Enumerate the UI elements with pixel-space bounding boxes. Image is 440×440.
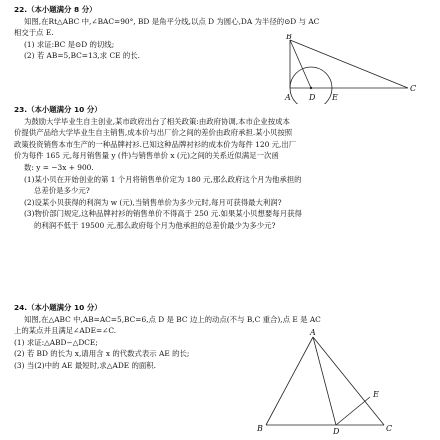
- question-24-stem-line: 知图,在△ABC 中,AB=AC=5,BC=6,点 D 是 BC 边上的动点(不与 B,C 重合),点 E 是 AC: [24, 314, 321, 324]
- figure24-label-d: D: [333, 427, 340, 436]
- question-24-title: 24.（本小题满分 10 分）: [14, 303, 102, 312]
- question-23-part-3: (3)物价部门规定,这种品牌衬衫的销售单价不得高于 250 元.如果某小贝想要每月获得: [24, 209, 302, 219]
- question-22-title: 22.（本小题满分 8 分）: [14, 5, 97, 14]
- figure22-label-c: C: [410, 84, 417, 93]
- question-22-part-1: (1) 求证:BC 是⊙D 的切线;: [24, 39, 115, 49]
- question-24-part-1: (1) 求证:△ABD∽△DCE;: [14, 337, 98, 347]
- figure22-label-d: D: [309, 93, 316, 102]
- question-23-part-1: (1)某小贝在开始创业的第 1 个月将销售单价定为 180 元,那么政府这个月为他承担的: [24, 174, 302, 184]
- question-24-figure: [250, 327, 400, 437]
- question-23-title: 23.（本小题满分 10 分）: [14, 105, 102, 114]
- question-22-stem-line: 知图,在Rt△ABC 中,∠BAC=90°, BD 是角平分线,以点 D 为圆心,DA 为半径的⊙D 与 AC: [24, 16, 320, 26]
- question-23-stem-line: 政策投资销售本市生产的一种品牌衬衫.已知这种品牌衬衫的成本价为每件 120 元,出厂: [14, 139, 297, 149]
- question-24-stem-line: 上的某点并且满足∠ADE=∠C.: [14, 326, 117, 336]
- figure22-label-a: A: [285, 93, 291, 102]
- question-23-stem-line: 价为每件 165 元,每月销售量 y (件)与销售单价 x (元)之间的关系近似满足一次函: [14, 151, 279, 161]
- figure24-label-b: B: [257, 424, 263, 433]
- question-23-part-1-cont: 总差价是多少元?: [34, 186, 90, 196]
- figure24-label-e: E: [373, 390, 379, 399]
- question-22-figure: [268, 34, 428, 104]
- figure22-label-e: E: [332, 93, 338, 102]
- question-23-stem-line: 为鼓励大学毕业生自主创业,某市政府出台了相关政策:由政府协调,本市企业按成本: [24, 116, 290, 126]
- question-23-stem-line: 价提供产品给大学毕业生自主销售,成本价与出厂价之间的差价由政府承担.某小贝按照: [14, 128, 293, 138]
- figure24-label-a: A: [310, 328, 316, 337]
- question-22-stem-line: 相交于点 E.: [14, 28, 54, 38]
- figure22-label-b: B: [286, 34, 292, 41]
- question-24-part-2: (2) 若 BD 的长为 x,请用含 x 的代数式表示 AE 的长;: [14, 349, 190, 359]
- figure24-label-c: C: [386, 424, 393, 433]
- question-23-stem-line: 数: y = −3x + 900.: [24, 162, 94, 172]
- question-23: [14, 104, 302, 232]
- question-23-part-3-cont: 的利润不低于 19500 元,那么政府每个月为他承担的总差价最少为多少元?: [34, 220, 276, 230]
- question-23-part-2: (2)设某小贝获得的利润为 w (元),当销售单价为多少元时,每月可获得最大利润?: [24, 197, 282, 207]
- question-24-part-3: (3) 当(2)中的 AE 最短时,求△ADE 的面积.: [14, 360, 157, 370]
- question-22-part-2: (2) 若 AB=5,BC=13,求 CE 的长.: [24, 51, 141, 61]
